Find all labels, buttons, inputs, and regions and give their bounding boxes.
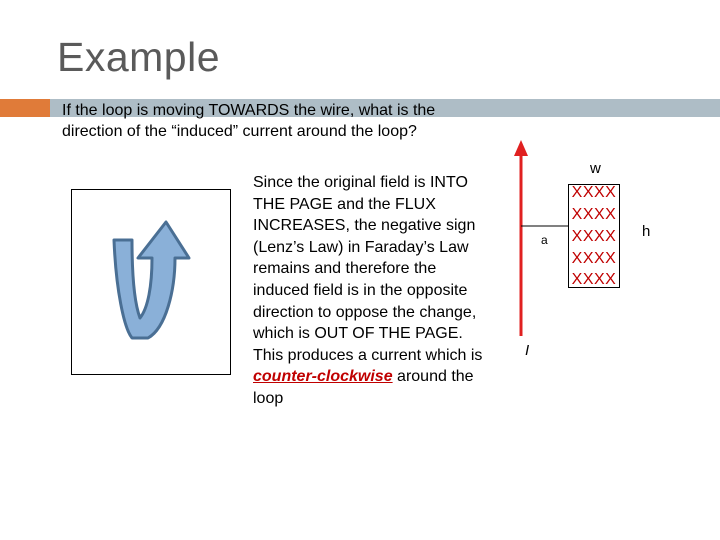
label-w: w (590, 160, 601, 177)
explanation-end: around the loop (253, 368, 474, 407)
field-row: XXXX (571, 206, 617, 223)
explanation-main: Since the original field is INTO THE PAGE and the FLUX INCREASES, the negative sign (Lenz’s Law) in Faraday’s Law remains and therefore the induced field is in the opposite direction to oppose the change, which is OUT OF THE PAGE. This produces a current which is (253, 174, 483, 364)
counter-clockwise-arrow-icon (72, 190, 229, 373)
explanation-text (253, 172, 493, 410)
slide-title: Example (57, 34, 221, 80)
question-text: If the loop is moving TOWARDS the wire, what is the direction of the “induced” current around the loop? (62, 102, 436, 140)
label-a: a (541, 233, 548, 247)
field-row: XXXX (571, 184, 617, 201)
field-row: XXXX (571, 228, 617, 245)
explanation-emphasis: counter-clockwise (253, 368, 393, 386)
title-rule-accent (0, 99, 50, 117)
current-loop-box (71, 189, 231, 375)
field-row: XXXX (571, 271, 617, 288)
label-current: I (525, 342, 530, 359)
wire-arrow-head (514, 140, 528, 156)
label-h: h (642, 223, 651, 240)
field-row: XXXX (571, 250, 617, 267)
